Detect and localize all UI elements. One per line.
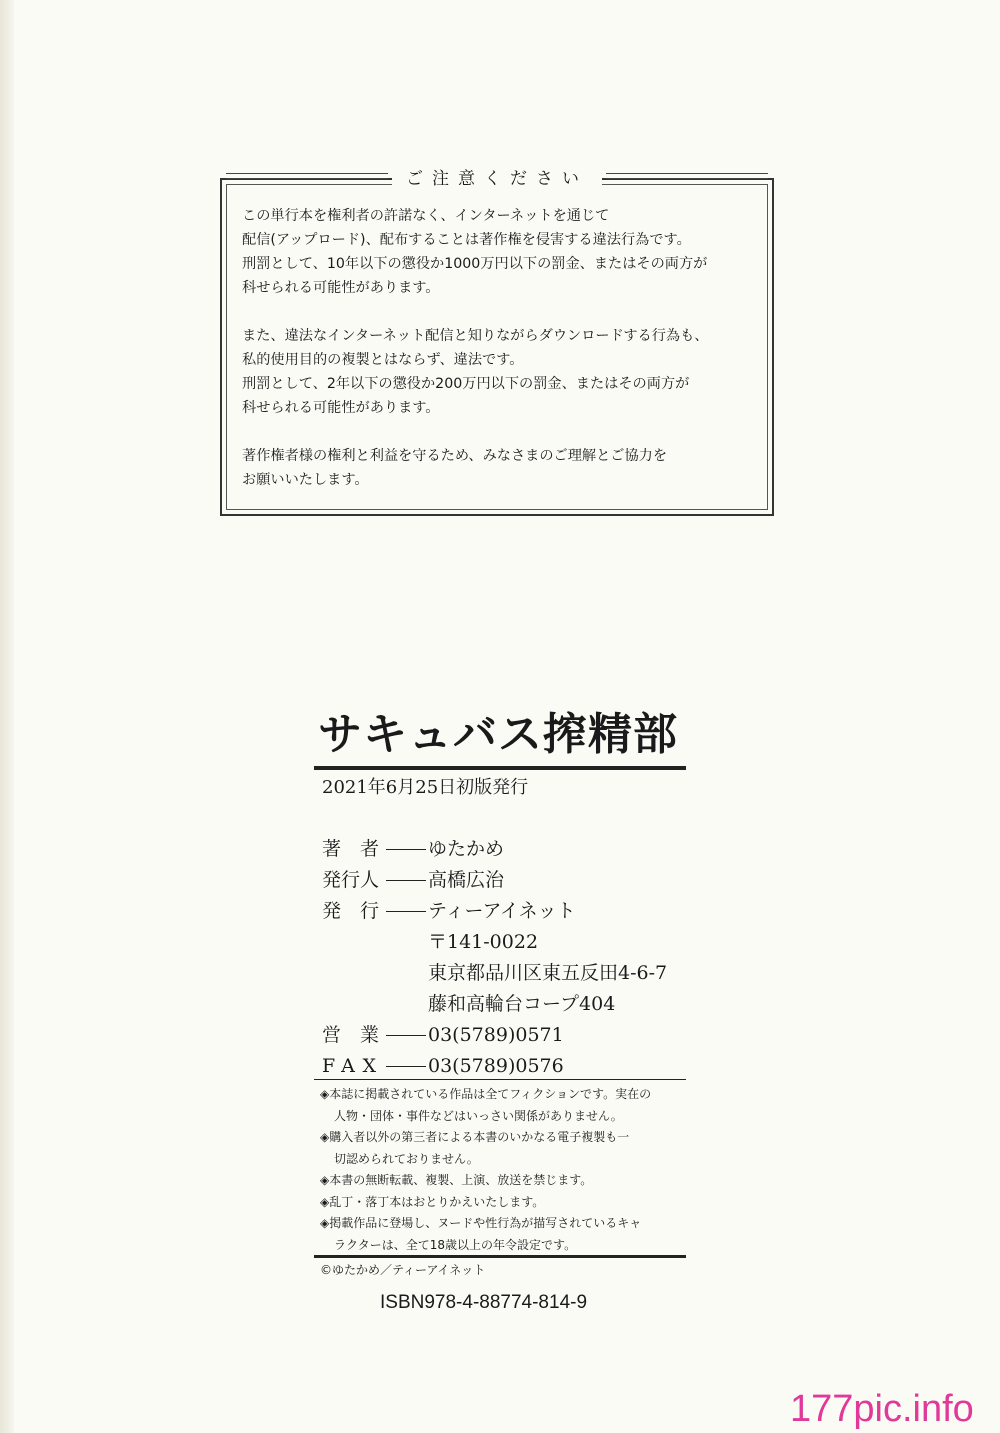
credit-publisher (322, 896, 682, 927)
notice-paragraph-request (242, 444, 758, 492)
publisher-name: ティーアイネット (428, 900, 576, 922)
notice-line: 著作権者様の権利と利益を守るため、みなさまのご理解とご協力を (242, 448, 668, 464)
note-line: ◈掲載作品に登場し、ヌードや性行為が描写されているキャ (320, 1216, 642, 1230)
note-line: 切認められておりません。 (334, 1151, 479, 1166)
fax-label: FAX (322, 1055, 384, 1077)
author-label: 著 者 (322, 838, 380, 860)
sales-phone: 03(5789)0571 (428, 1024, 564, 1046)
notice-line: お願いいたします。 (242, 472, 369, 488)
notice-line: 私的使用目的の複製とはならず、違法です。 (242, 352, 524, 368)
notice-line: また、違法なインターネット配信と知りながらダウンロードする行為も、 (242, 328, 709, 344)
legal-notes (320, 1084, 690, 1256)
dash (386, 865, 426, 881)
notice-paragraph-download (242, 324, 758, 420)
credits (322, 834, 682, 1082)
notice-line: 配信(アップロード)、配布することは著作権を侵害する違法行為です。 (242, 232, 691, 248)
address-line-2: 藤和高輪台コープ404 (428, 993, 616, 1015)
credit-author (322, 834, 682, 865)
sales-label: 営 業 (322, 1024, 380, 1046)
publisher-person-label: 発行人 (322, 869, 380, 891)
page-edge (0, 0, 14, 1433)
notice-line: 刑罰として、10年以下の懲役か1000万円以下の罰金、またはその両方が (242, 256, 708, 272)
notice-line: 科せられる可能性があります。 (242, 280, 440, 296)
dash (386, 1051, 426, 1067)
credit-publisher-person (322, 865, 682, 896)
notice-box (220, 168, 774, 516)
notice-body (242, 204, 758, 516)
notice-rule-right (606, 173, 768, 179)
author-name: ゆたかめ (428, 838, 505, 860)
notice-line: この単行本を権利者の許諾なく、インターネットを通じて (242, 208, 610, 224)
dash (386, 896, 426, 912)
notice-title: ご注意ください (392, 164, 602, 189)
dash (386, 1020, 426, 1036)
title-rule (314, 766, 686, 770)
postal-code: 〒141-0022 (428, 931, 539, 953)
publisher-person-name: 高橋広治 (428, 869, 505, 891)
notice-line: 科せられる可能性があります。 (242, 400, 440, 416)
notice-rule-left (226, 173, 388, 179)
copyright: ©ゆたかめ／ティーアイネット (320, 1263, 486, 1277)
note-line: 人物・団体・事件などはいっさい関係がありません。 (334, 1108, 623, 1123)
notes-bottom-rule (314, 1255, 686, 1258)
isbn: ISBN978-4-88774-814-9 (380, 1292, 588, 1313)
book-title: サキュバス搾精部 (318, 709, 678, 760)
note-line: ◈本誌に掲載されている作品は全てフィクションです。実在の (320, 1087, 652, 1101)
notice-header (222, 164, 772, 188)
note-line: ◈購入者以外の第三者による本書のいかなる電子複製も一 (320, 1130, 630, 1144)
notice-line: 刑罰として、2年以下の懲役か200万円以下の罰金、またはその両方が (242, 376, 690, 392)
address-line-1: 東京都品川区東五反田4-6-7 (428, 962, 668, 984)
note-line: ◈乱丁・落丁本はおとりかえいたします。 (320, 1194, 545, 1209)
dash (386, 834, 426, 850)
credit-fax (322, 1051, 682, 1082)
fax-number: 03(5789)0576 (428, 1055, 564, 1077)
publication-date: 2021年6月25日初版発行 (322, 777, 529, 798)
watermark: 177pic.info (790, 1388, 974, 1430)
publisher-label: 発 行 (322, 900, 380, 922)
notes-top-rule (314, 1079, 686, 1080)
note-line: ラクターは、全て18歳以上の年令設定です。 (334, 1237, 577, 1252)
notice-paragraph-upload (242, 204, 758, 300)
credit-sales (322, 1020, 682, 1051)
note-line: ◈本書の無断転載、複製、上演、放送を禁じます。 (320, 1173, 593, 1187)
